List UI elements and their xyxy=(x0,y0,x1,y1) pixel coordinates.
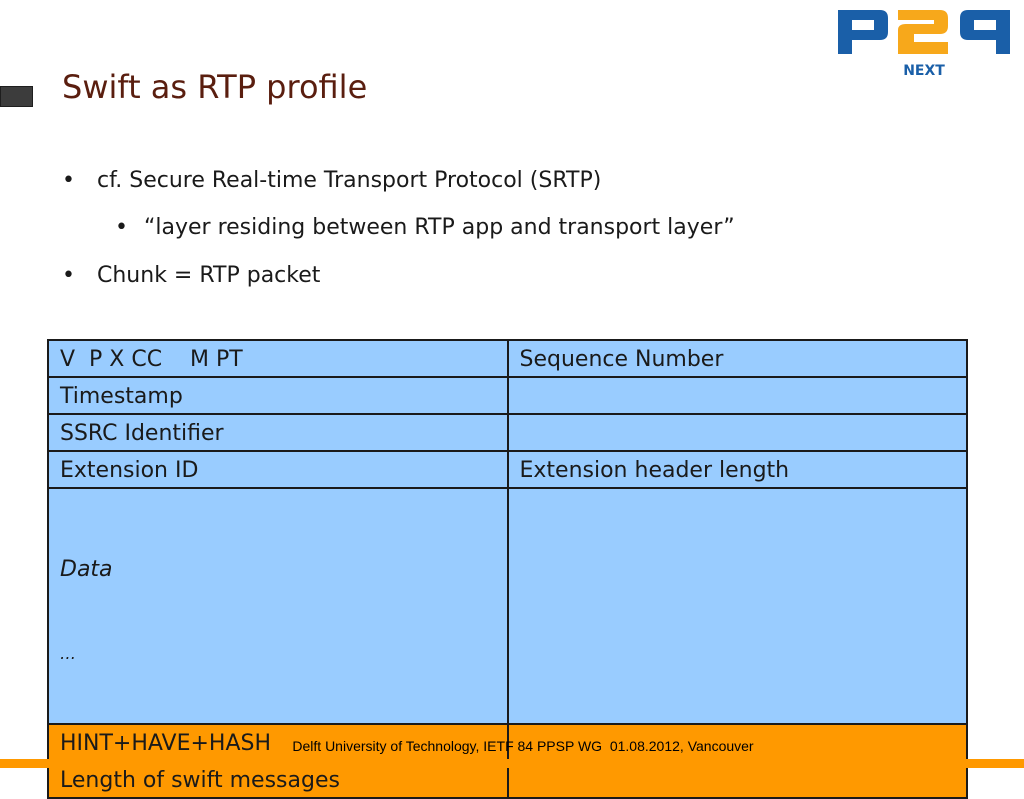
bullet-dot: • xyxy=(115,215,128,240)
table-cell: Timestamp xyxy=(48,377,508,414)
footer-text: Delft University of Technology, IETF 84 PPSP WG 01.08.2012, Vancouver xyxy=(292,738,754,754)
slide-title: Swift as RTP profile xyxy=(62,68,368,106)
table-cell xyxy=(508,414,968,451)
data-label: Data xyxy=(60,557,113,582)
table-row xyxy=(48,377,967,414)
table-cell xyxy=(508,377,968,414)
table-cell: Length of swift messages xyxy=(48,761,508,798)
footer-bar xyxy=(0,759,1024,768)
table-cell xyxy=(508,488,968,724)
table-row xyxy=(48,340,967,377)
table-cell: HINT+HAVE+HASH xyxy=(48,724,508,761)
table-row xyxy=(48,414,967,451)
table-cell: Extension ID xyxy=(48,451,508,488)
table-row xyxy=(48,451,967,488)
rtp-packet-table xyxy=(47,339,968,799)
data-ellipsis: … xyxy=(60,644,76,663)
bullet-dot: • xyxy=(62,263,75,288)
bullet-text: Chunk = RTP packet xyxy=(97,263,321,288)
table-row xyxy=(48,488,967,724)
bullet-text: cf. Secure Real-time Transport Protocol (SRTP) xyxy=(97,168,602,193)
table-cell: V P X CC M PT xyxy=(48,340,508,377)
logo-next-text: NEXT xyxy=(903,63,945,79)
table-cell: Extension header length xyxy=(508,451,968,488)
table-cell: SSRC Identifier xyxy=(48,414,508,451)
table-cell-data xyxy=(48,488,508,724)
table-cell: Sequence Number xyxy=(508,340,968,377)
bullet-dot: • xyxy=(62,168,75,193)
bullet-text: “layer residing between RTP app and transport layer” xyxy=(144,215,735,240)
p2p-next-logo xyxy=(836,4,1012,80)
title-marker xyxy=(0,86,33,107)
